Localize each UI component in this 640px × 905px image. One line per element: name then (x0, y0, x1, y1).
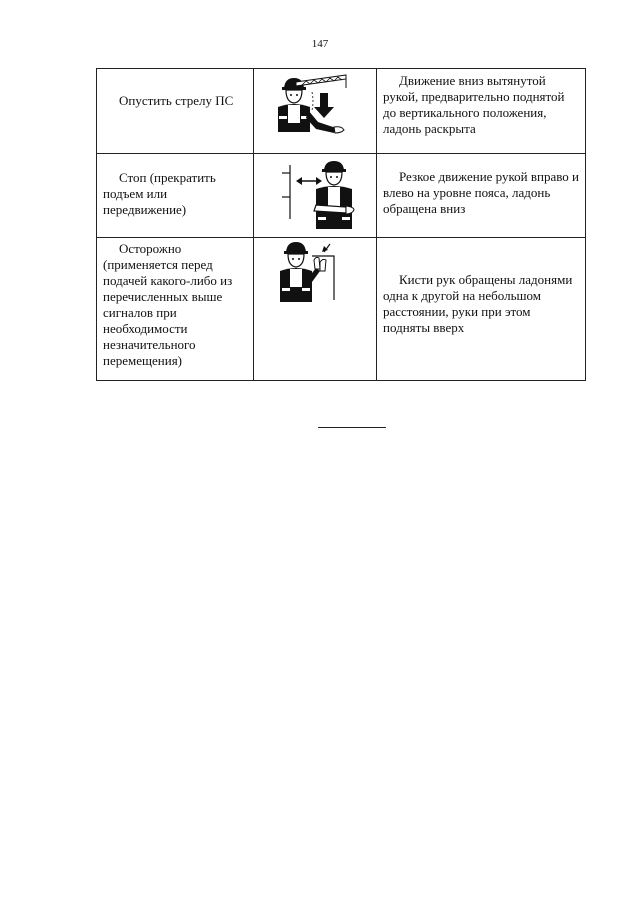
signal-name: Опустить стрелу ПС (119, 93, 234, 108)
signal-name: Осторожно (применяется перед подачей какого-либо из перечисленных выше сигналов при необходимости незначительного перемещения) (103, 241, 233, 368)
signal-description-cell (377, 238, 586, 381)
table-row (97, 69, 586, 154)
signal-stop-icon (254, 154, 376, 235)
end-divider (318, 427, 386, 428)
signal-picture-cell (254, 238, 377, 381)
table-row (97, 238, 586, 381)
crane-signals-table (96, 68, 586, 381)
signal-description-cell (377, 69, 586, 154)
signal-name: Стоп (прекратить подъем или передвижение) (103, 170, 216, 217)
signal-picture-cell (254, 69, 377, 154)
signal-name-cell (97, 238, 254, 381)
signal-name-cell (97, 154, 254, 238)
signal-name-cell (97, 69, 254, 154)
signal-caution-icon (254, 238, 376, 308)
table-row (97, 154, 586, 238)
signal-description: Резкое движение рукой вправо и влево на уровне пояса, ладонь обращена вниз (383, 169, 579, 216)
signal-picture-cell (254, 154, 377, 238)
page-number: 147 (311, 38, 329, 50)
signal-description-cell (377, 154, 586, 238)
signal-lower-boom-icon (254, 69, 376, 150)
signal-description: Движение вниз вытянутой рукой, предварительно поднятой до вертикального положения, ладонь раскрыта (383, 73, 565, 136)
signal-description: Кисти рук обращены ладонями одна к другой на небольшом расстоянии, руки при этом подняты вверх (383, 272, 573, 335)
